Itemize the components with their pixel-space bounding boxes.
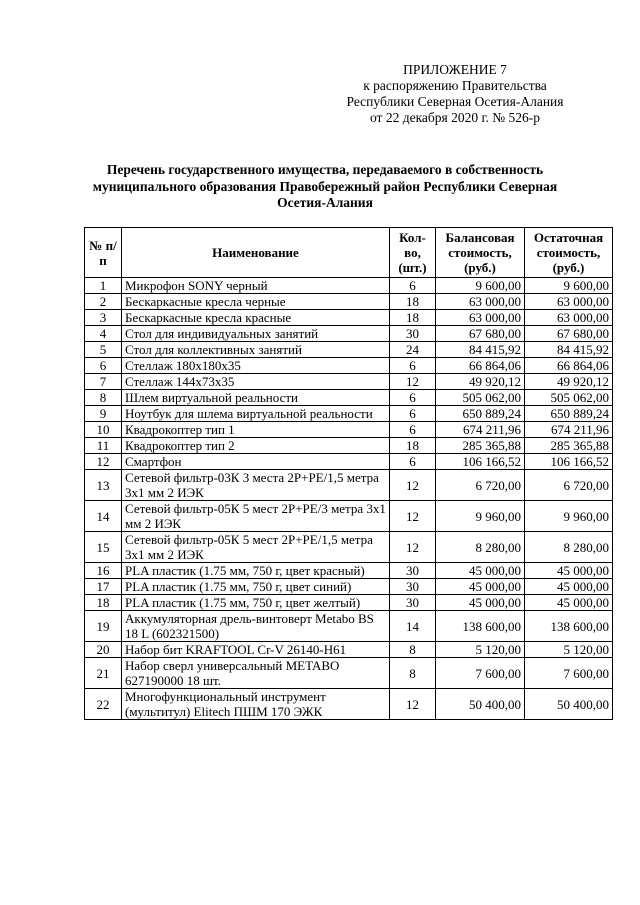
balance-value: 63 000,00	[436, 310, 525, 326]
document-title: Перечень государственного имущества, передаваемого в собственность муниципального образования Правобережный район Республики Северная Осетия-Алания	[92, 162, 558, 210]
balance-value: 138 600,00	[436, 611, 525, 642]
row-number: 16	[85, 563, 122, 579]
row-number: 12	[85, 454, 122, 470]
appendix-number: ПРИЛОЖЕНИЕ 7	[403, 62, 507, 77]
residual-value: 50 400,00	[525, 689, 613, 720]
item-quantity: 12	[390, 374, 436, 390]
balance-value: 106 166,52	[436, 454, 525, 470]
row-number: 9	[85, 406, 122, 422]
residual-value: 45 000,00	[525, 579, 613, 595]
table-row	[85, 326, 613, 342]
residual-value: 7 600,00	[525, 658, 613, 689]
residual-value: 45 000,00	[525, 595, 613, 611]
balance-value: 5 120,00	[436, 642, 525, 658]
item-name: Бескаркасные кресла черные	[122, 294, 390, 310]
row-number: 13	[85, 470, 122, 501]
residual-value: 63 000,00	[525, 294, 613, 310]
row-number: 18	[85, 595, 122, 611]
residual-value: 49 920,12	[525, 374, 613, 390]
balance-value: 84 415,92	[436, 342, 525, 358]
item-quantity: 30	[390, 563, 436, 579]
residual-value: 505 062,00	[525, 390, 613, 406]
row-number: 1	[85, 278, 122, 294]
row-number: 10	[85, 422, 122, 438]
balance-value: 6 720,00	[436, 470, 525, 501]
balance-value: 50 400,00	[436, 689, 525, 720]
row-number: 20	[85, 642, 122, 658]
item-quantity: 6	[390, 422, 436, 438]
appendix-government: Республики Северная Осетия-Алания	[346, 94, 564, 109]
row-number: 8	[85, 390, 122, 406]
item-quantity: 18	[390, 294, 436, 310]
item-name: Смартфон	[122, 454, 390, 470]
table-row	[85, 342, 613, 358]
table-row	[85, 501, 613, 532]
table-row	[85, 454, 613, 470]
table-row	[85, 532, 613, 563]
balance-value: 45 000,00	[436, 579, 525, 595]
item-name: Бескаркасные кресла красные	[122, 310, 390, 326]
row-number: 15	[85, 532, 122, 563]
item-quantity: 14	[390, 611, 436, 642]
appendix-reference: к распоряжению Правительства	[363, 78, 547, 93]
item-quantity: 30	[390, 326, 436, 342]
item-name: Микрофон SONY черный	[122, 278, 390, 294]
item-quantity: 18	[390, 438, 436, 454]
balance-value: 9 960,00	[436, 501, 525, 532]
item-name: Квадрокоптер тип 1	[122, 422, 390, 438]
balance-value: 674 211,96	[436, 422, 525, 438]
table-row	[85, 406, 613, 422]
item-quantity: 12	[390, 470, 436, 501]
table-row	[85, 689, 613, 720]
residual-value: 67 680,00	[525, 326, 613, 342]
item-name: Квадрокоптер тип 2	[122, 438, 390, 454]
row-number: 3	[85, 310, 122, 326]
item-quantity: 6	[390, 406, 436, 422]
table-row	[85, 579, 613, 595]
balance-value: 63 000,00	[436, 294, 525, 310]
item-name: PLA пластик (1.75 мм, 750 г, цвет желтый)	[122, 595, 390, 611]
table-row	[85, 358, 613, 374]
balance-value: 505 062,00	[436, 390, 525, 406]
row-number: 19	[85, 611, 122, 642]
residual-value: 650 889,24	[525, 406, 613, 422]
item-name: Стол для индивидуальных занятий	[122, 326, 390, 342]
residual-value: 138 600,00	[525, 611, 613, 642]
item-name: Многофункциональный инструмент (мультитул) Elitech ПШМ 170 ЭЖК	[122, 689, 390, 720]
residual-value: 285 365,88	[525, 438, 613, 454]
table-row	[85, 374, 613, 390]
item-name: Шлем виртуальной реальности	[122, 390, 390, 406]
row-number: 6	[85, 358, 122, 374]
row-number: 5	[85, 342, 122, 358]
table-row	[85, 438, 613, 454]
item-name: Ноутбук для шлема виртуальной реальности	[122, 406, 390, 422]
item-name: Набор сверл универсальный METABO 627190000 18 шт.	[122, 658, 390, 689]
item-quantity: 12	[390, 532, 436, 563]
table-row	[85, 595, 613, 611]
row-number: 7	[85, 374, 122, 390]
header-name: Наименование	[122, 228, 390, 278]
table-header-row	[85, 228, 613, 278]
appendix-header	[330, 62, 580, 126]
header-num: № п/п	[85, 228, 122, 278]
table-row	[85, 470, 613, 501]
residual-value: 5 120,00	[525, 642, 613, 658]
residual-value: 63 000,00	[525, 310, 613, 326]
table-row	[85, 294, 613, 310]
item-quantity: 30	[390, 579, 436, 595]
balance-value: 8 280,00	[436, 532, 525, 563]
row-number: 14	[85, 501, 122, 532]
item-quantity: 12	[390, 689, 436, 720]
residual-value: 106 166,52	[525, 454, 613, 470]
balance-value: 7 600,00	[436, 658, 525, 689]
row-number: 17	[85, 579, 122, 595]
item-name: PLA пластик (1.75 мм, 750 г, цвет синий)	[122, 579, 390, 595]
header-qty: Кол-во, (шт.)	[390, 228, 436, 278]
item-name: Набор бит KRAFTOOL Cr-V 26140-H61	[122, 642, 390, 658]
row-number: 22	[85, 689, 122, 720]
residual-value: 674 211,96	[525, 422, 613, 438]
item-quantity: 24	[390, 342, 436, 358]
item-name: PLA пластик (1.75 мм, 750 г, цвет красный)	[122, 563, 390, 579]
residual-value: 45 000,00	[525, 563, 613, 579]
row-number: 2	[85, 294, 122, 310]
item-name: Стеллаж 180х180х35	[122, 358, 390, 374]
appendix-date: от 22 декабря 2020 г. № 526-р	[369, 110, 541, 125]
item-name: Стол для коллективных занятий	[122, 342, 390, 358]
item-quantity: 18	[390, 310, 436, 326]
item-name: Сетевой фильтр-03К 3 места 2Р+РЕ/1,5 метра 3х1 мм 2 ИЭК	[122, 470, 390, 501]
item-quantity: 6	[390, 390, 436, 406]
table-row	[85, 422, 613, 438]
residual-value: 6 720,00	[525, 470, 613, 501]
item-name: Сетевой фильтр-05К 5 мест 2Р+РЕ/3 метра 3х1 мм 2 ИЭК	[122, 501, 390, 532]
table-row	[85, 310, 613, 326]
item-quantity: 6	[390, 278, 436, 294]
item-quantity: 12	[390, 501, 436, 532]
residual-value: 84 415,92	[525, 342, 613, 358]
residual-value: 9 600,00	[525, 278, 613, 294]
balance-value: 9 600,00	[436, 278, 525, 294]
residual-value: 9 960,00	[525, 501, 613, 532]
item-name: Стеллаж 144х73х35	[122, 374, 390, 390]
table-row	[85, 278, 613, 294]
item-quantity: 8	[390, 658, 436, 689]
header-balance: Балансовая стоимость, (руб.)	[436, 228, 525, 278]
property-table	[84, 227, 613, 720]
row-number: 21	[85, 658, 122, 689]
table-row	[85, 390, 613, 406]
balance-value: 67 680,00	[436, 326, 525, 342]
table-row	[85, 658, 613, 689]
table-body	[85, 278, 613, 720]
item-quantity: 8	[390, 642, 436, 658]
item-name: Аккумуляторная дрель-винтоверт Metabo BS 18 L (602321500)	[122, 611, 390, 642]
row-number: 11	[85, 438, 122, 454]
item-quantity: 6	[390, 454, 436, 470]
residual-value: 8 280,00	[525, 532, 613, 563]
balance-value: 650 889,24	[436, 406, 525, 422]
header-residual: Остаточная стоимость, (руб.)	[525, 228, 613, 278]
residual-value: 66 864,06	[525, 358, 613, 374]
item-name: Сетевой фильтр-05К 5 мест 2Р+РЕ/1,5 метра 3х1 мм 2 ИЭК	[122, 532, 390, 563]
table-row	[85, 642, 613, 658]
item-quantity: 30	[390, 595, 436, 611]
table-row	[85, 611, 613, 642]
balance-value: 45 000,00	[436, 595, 525, 611]
balance-value: 285 365,88	[436, 438, 525, 454]
table-row	[85, 563, 613, 579]
balance-value: 45 000,00	[436, 563, 525, 579]
item-quantity: 6	[390, 358, 436, 374]
balance-value: 49 920,12	[436, 374, 525, 390]
balance-value: 66 864,06	[436, 358, 525, 374]
row-number: 4	[85, 326, 122, 342]
